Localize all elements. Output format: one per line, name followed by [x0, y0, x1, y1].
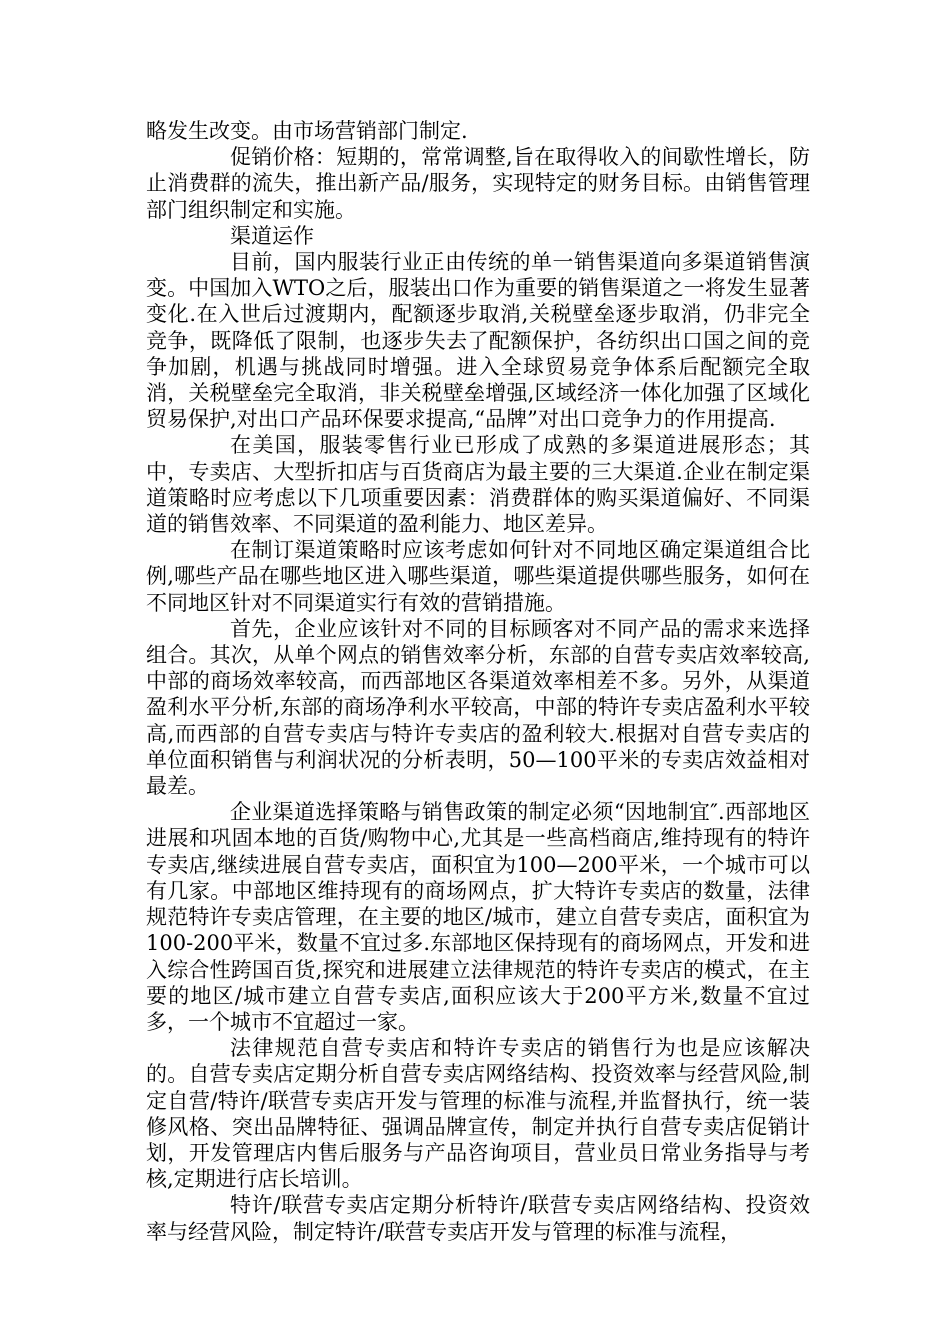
paragraph-regional-policy: 企业渠道选择策略与销售政策的制定必须“因地制宜″.西部地区进展和巩固本地的百货/购物中心,尤其是一些高档商店,维持现有的特许专卖店,继续进展自营专卖店，面积宜为100—200平米，一个城市可以有几家。中部地区维持现有的商场网点，扩大特许专卖店的数量，法律规范特许专卖店管理，在主要的地区/城市，建立自营专卖店，面积宜为100-200平米，数量不宜过多.东部地区保持现有的商场网点，开发和进入综合性跨国百货,探究和进展建立法律规范的特许专卖店的模式，在主要的地区/城市建立自营专卖店,面积应该大于200平方米,数量不宜过多，一个城市不宜超过一家。	[146, 800, 810, 1034]
paragraph-channel-strategy: 在制订渠道策略时应该考虑如何针对不同地区确定渠道组合比例,哪些产品在哪些地区进入哪些渠道，哪些渠道提供哪些服务，如何在不同地区针对不同渠道实行有效的营销措施。	[146, 538, 810, 615]
section-heading-channel-operation: 渠道运作	[230, 223, 314, 248]
paragraph-domestic-channels: 目前，国内服装行业正由传统的单一销售渠道向多渠道销售演变。中国加入WTO之后，服装出口作为重要的销售渠道之一将发生显著变化.在入世后过渡期内，配额逐步取消,关税壁垒逐步取消，仍非完全竞争，既降低了限制，也逐步失去了配额保护，各纺织出口国之间的竞争加剧，机遇与挑战同时增强。进入全球贸易竞争体系后配额完全取消，关税壁垒完全取消，非关税壁垒增强,区域经济一体化加强了区域化贸易保护,对出口产品环保要求提高,“品牌”对出口竞争力的作用提高.	[146, 250, 810, 432]
paragraph-franchise-stores: 特许/联营专卖店定期分析特许/联营专卖店网络结构、投资效率与经营风险，制定特许/联营专卖店开发与管理的标准与流程，	[146, 1193, 810, 1244]
paragraph-us-retail: 在美国，服装零售行业已形成了成熟的多渠道进展形态；其中，专卖店、大型折扣店与百货商店为最主要的三大渠道.企业在制定渠道策略时应考虑以下几项重要因素：消费群体的购买渠道偏好、不同渠道的销售效率、不同渠道的盈利能力、地区差异。	[146, 433, 810, 537]
paragraph-promotional-price: 促销价格：短期的，常常调整,旨在取得收入的间歇性增长，防止消费群的流失，推出新产品/服务，实现特定的财务目标。由销售管理部门组织制定和实施。	[146, 145, 810, 222]
document-page	[146, 118, 810, 1245]
paragraph-pricing-tail: 略发生改变。由市场营销部门制定.	[146, 119, 468, 143]
paragraph-channel-analysis: 首先，企业应该针对不同的目标顾客对不同产品的需求来选择组合。其次，从单个网点的销售效率分析，东部的自营专卖店效率较高,中部的商场效率较高，而西部地区各渠道效率相差不多。另外，从渠道盈利水平分析,东部的商场净利水平较高，中部的特许专卖店盈利水平较高,而西部的自营专卖店与特许专卖店的盈利较大.根据对自营专卖店的单位面积销售与利润状况的分析表明，50—100平米的专卖店效益相对最差。	[146, 616, 810, 799]
paragraph-store-regulation: 法律规范自营专卖店和特许专卖店的销售行为也是应该解决的。自营专卖店定期分析自营专卖店网络结构、投资效率与经营风险,制定自营/特许/联营专卖店开发与管理的标准与流程,并监督执行，统一装修风格、突出品牌特征、强调品牌宣传，制定并执行自营专卖店促销计划，开发管理店内售后服务与产品咨询项目，营业员日常业务指导与考核,定期进行店长培训。	[146, 1036, 810, 1192]
